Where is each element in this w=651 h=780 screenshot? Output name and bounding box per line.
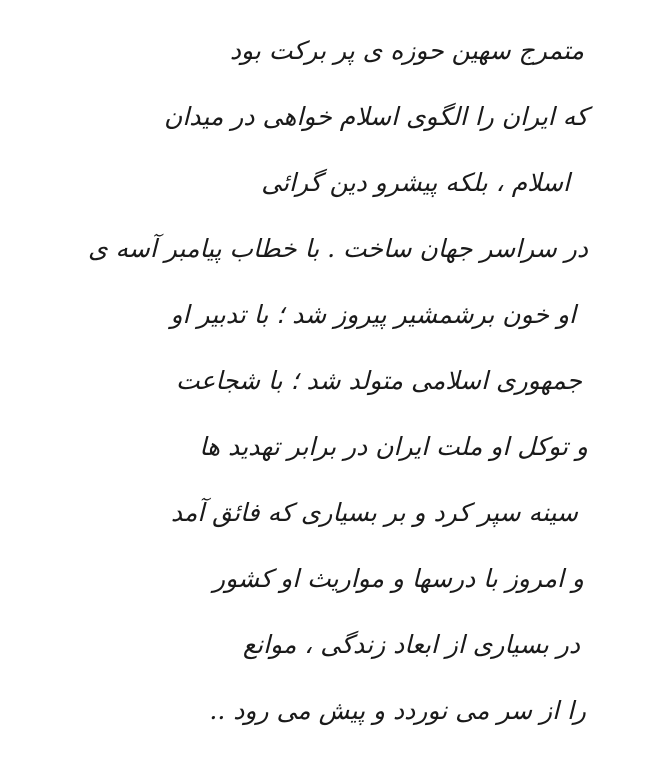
handwritten-line: اسلام ، بلکه پیشرو دین گرائی: [261, 168, 570, 197]
handwritten-line: او خون برشمشیر پیروز شد ؛ با تدبیر او: [170, 300, 576, 329]
handwritten-line: را از سر می نوردد و پیش می رود ..: [209, 696, 586, 725]
handwritten-line: و توکل او ملت ایران در برابر تهدید ها: [199, 432, 588, 461]
handwritten-line: در سراسر جهان ساخت . با خطاب پیامبر آسه ی: [87, 234, 588, 263]
handwritten-line: و امروز با درسها و مواریث او کشور: [213, 564, 584, 593]
handwritten-line: متمرج سهین حوزه ی پر برکت بود: [229, 36, 584, 65]
handwritten-line: در بسیاری از ابعاد زندگی ، موانع: [242, 630, 580, 659]
handwritten-line: که ایران را الگوی اسلام خواهی در میدان: [164, 102, 588, 131]
handwritten-line: جمهوری اسلامی متولد شد ؛ با شجاعت: [175, 366, 582, 395]
handwritten-line: سینه سپر کرد و بر بسیاری که فائق آمد: [170, 498, 578, 527]
handwritten-text-block: [87, 18, 588, 744]
